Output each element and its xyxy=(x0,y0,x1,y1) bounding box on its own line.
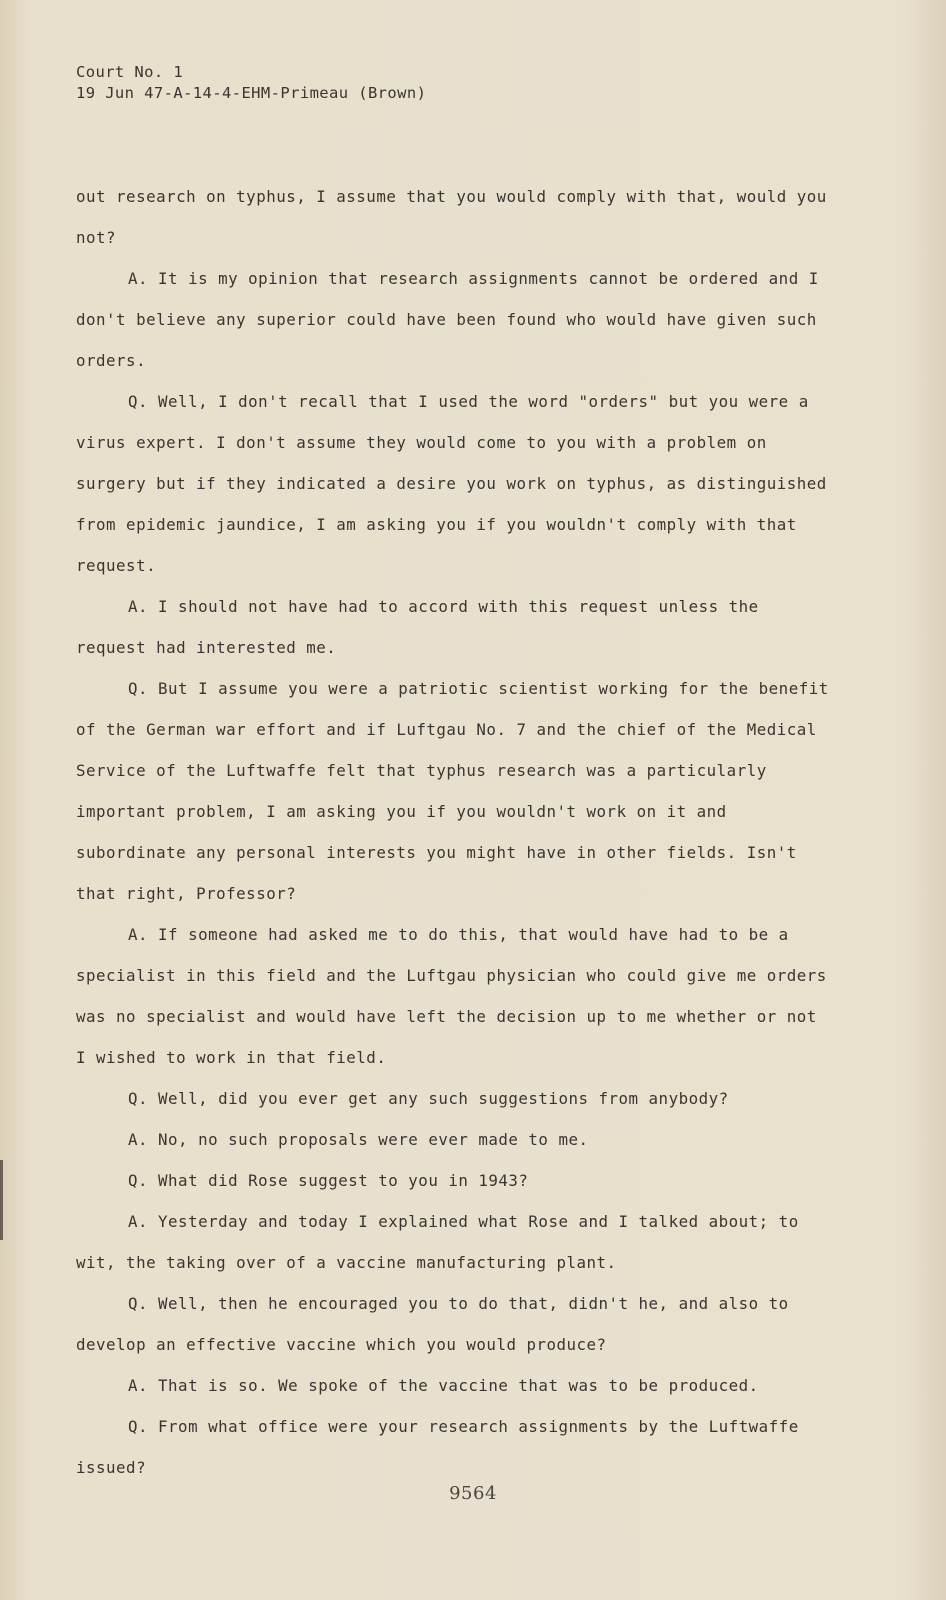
court-number: Court No. 1 xyxy=(76,63,184,81)
answer-paragraph: A. Yesterday and today I explained what Rose and I talked about; to wit, the taking over of a vaccine manufacturing plant. xyxy=(76,1212,799,1272)
answer-paragraph: A. I should not have had to accord with this request unless the request had interested me. xyxy=(76,597,759,657)
question-paragraph: Q. But I assume you were a patriotic scientist working for the benefit of the German war effort and if Luftgau No. 7 and the chief of the Medical Service of the Luftwaffe felt that typhus research was a particularly important problem, I am asking you if you wouldn't work on it and subordinate any personal interests you might have in other fields. Isn't that right, Professor? xyxy=(76,679,829,903)
binding-edge-mark xyxy=(0,1160,3,1240)
question-paragraph: Q. Well, then he encouraged you to do that, didn't he, and also to develop an effective vaccine which you would produce? xyxy=(76,1294,789,1354)
question-paragraph: Q. Well, did you ever get any such suggestions from anybody? xyxy=(128,1089,729,1108)
paragraph-continuation: out research on typhus, I assume that you would comply with that, would you not? xyxy=(76,187,827,247)
question-paragraph: Q. Well, I don't recall that I used the word "orders" but you were a virus expert. I don't assume they would come to you with a problem on surgery but if they indicated a desire you work on typhus, as distinguished from epidemic jaundice, I am asking you if you wouldn't comply with that request. xyxy=(76,392,827,575)
question-paragraph: Q. From what office were your research assignments by the Luftwaffe issued? xyxy=(76,1417,799,1477)
page-number: 9564 xyxy=(449,1483,497,1504)
question-paragraph: Q. What did Rose suggest to you in 1943? xyxy=(128,1171,529,1190)
transcript-body xyxy=(76,176,836,1488)
answer-paragraph: A. That is so. We spoke of the vaccine that was to be produced. xyxy=(128,1376,759,1395)
answer-paragraph: A. No, no such proposals were ever made to me. xyxy=(128,1130,589,1149)
answer-paragraph: A. If someone had asked me to do this, that would have had to be a specialist in this field and the Luftgau physician who could give me orders was no specialist and would have left the decision up to me whether or not I wished to work in that field. xyxy=(76,925,827,1067)
answer-paragraph: A. It is my opinion that research assignments cannot be ordered and I don't believe any superior could have been found who would have given such orders. xyxy=(76,269,819,370)
document-header xyxy=(76,62,426,104)
session-reference: 19 Jun 47-A-14-4-EHM-Primeau (Brown) xyxy=(76,84,427,102)
